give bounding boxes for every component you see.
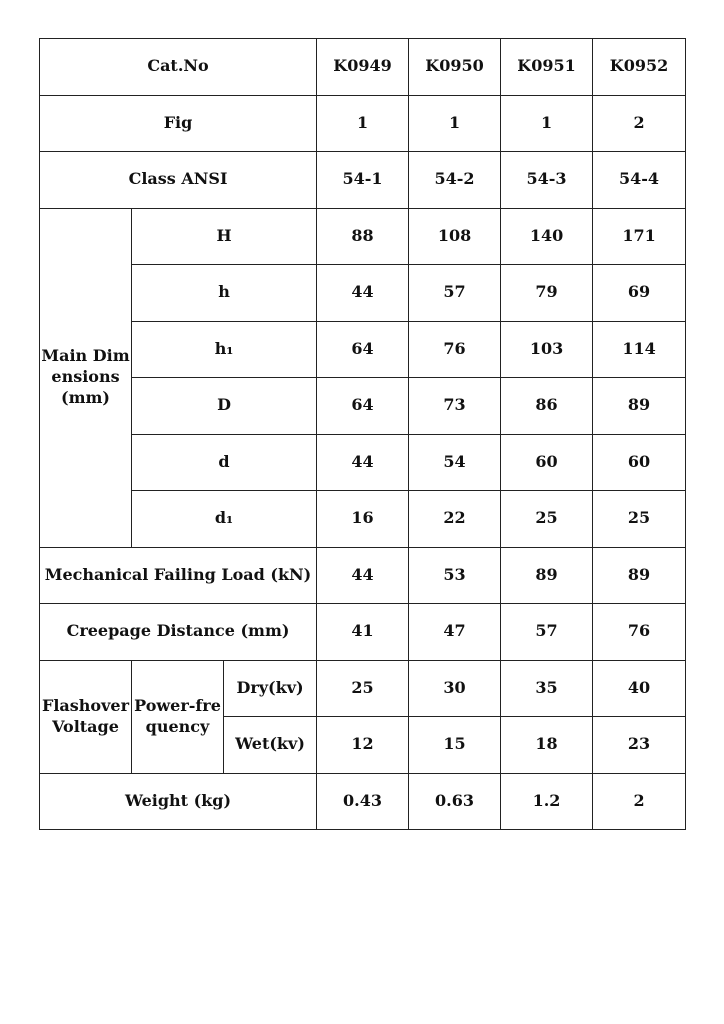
cell-value: 79 <box>501 265 593 322</box>
cell-value: 64 <box>317 378 409 435</box>
cell-value: 54-2 <box>409 152 501 209</box>
cell-value: 60 <box>501 434 593 491</box>
cell-value: 30 <box>409 660 501 717</box>
dimension-label: d <box>132 434 317 491</box>
cell-value: 69 <box>593 265 686 322</box>
header-column-3: K0951 <box>501 39 593 96</box>
cell-value: 0.43 <box>317 773 409 830</box>
table-row-fig <box>40 95 686 152</box>
cell-value: 54 <box>409 434 501 491</box>
cell-value: 54-1 <box>317 152 409 209</box>
dimension-label: d₁ <box>132 491 317 548</box>
cell-value: 114 <box>593 321 686 378</box>
table-row-dimension-d <box>40 434 686 491</box>
cell-value: 44 <box>317 434 409 491</box>
flashover-condition-label: Dry(kv) <box>224 660 317 717</box>
header-column-2: K0950 <box>409 39 501 96</box>
table-row-weight <box>40 773 686 830</box>
cell-value: 89 <box>593 547 686 604</box>
cell-value: 40 <box>593 660 686 717</box>
cell-value: 57 <box>409 265 501 322</box>
header-label: Cat.No <box>40 39 317 96</box>
cell-value: 12 <box>317 717 409 774</box>
row-label: Weight (kg) <box>40 773 317 830</box>
table-row-dimension-D <box>40 378 686 435</box>
cell-value: 0.63 <box>409 773 501 830</box>
header-column-4: K0952 <box>593 39 686 96</box>
row-label: Creepage Distance (mm) <box>40 604 317 661</box>
cell-value: 44 <box>317 265 409 322</box>
flashover-voltage-label: Flashover Voltage <box>40 660 132 773</box>
cell-value: 44 <box>317 547 409 604</box>
cell-value: 1 <box>409 95 501 152</box>
table-row-creepage-distance <box>40 604 686 661</box>
row-label: Fig <box>40 95 317 152</box>
cell-value: 22 <box>409 491 501 548</box>
cell-value: 41 <box>317 604 409 661</box>
cell-value: 108 <box>409 208 501 265</box>
table-row-mechanical-failing-load <box>40 547 686 604</box>
specification-table <box>39 38 686 830</box>
cell-value: 57 <box>501 604 593 661</box>
cell-value: 25 <box>317 660 409 717</box>
table-row-class-ansi <box>40 152 686 209</box>
cell-value: 76 <box>593 604 686 661</box>
cell-value: 54-3 <box>501 152 593 209</box>
cell-value: 35 <box>501 660 593 717</box>
cell-value: 54-4 <box>593 152 686 209</box>
header-column-1: K0949 <box>317 39 409 96</box>
cell-value: 25 <box>501 491 593 548</box>
cell-value: 18 <box>501 717 593 774</box>
cell-value: 88 <box>317 208 409 265</box>
dimension-label: H <box>132 208 317 265</box>
cell-value: 53 <box>409 547 501 604</box>
cell-value: 103 <box>501 321 593 378</box>
cell-value: 89 <box>593 378 686 435</box>
table-row-dimension-h1 <box>40 321 686 378</box>
table-row-dimension-h <box>40 265 686 322</box>
cell-value: 76 <box>409 321 501 378</box>
table-row-flashover-dry <box>40 660 686 717</box>
cell-value: 1.2 <box>501 773 593 830</box>
dimension-label: h <box>132 265 317 322</box>
cell-value: 60 <box>593 434 686 491</box>
cell-value: 1 <box>501 95 593 152</box>
cell-value: 171 <box>593 208 686 265</box>
cell-value: 15 <box>409 717 501 774</box>
cell-value: 2 <box>593 95 686 152</box>
power-frequency-label: Power-frequency <box>132 660 224 773</box>
cell-value: 86 <box>501 378 593 435</box>
cell-value: 16 <box>317 491 409 548</box>
table-row-cat-no <box>40 39 686 96</box>
cell-value: 2 <box>593 773 686 830</box>
cell-value: 73 <box>409 378 501 435</box>
dimension-label: h₁ <box>132 321 317 378</box>
table-row-dimension-H <box>40 208 686 265</box>
cell-value: 89 <box>501 547 593 604</box>
row-label: Mechanical Failing Load (kN) <box>40 547 317 604</box>
row-label: Class ANSI <box>40 152 317 209</box>
cell-value: 47 <box>409 604 501 661</box>
main-dimensions-label: Main Dimensions (mm) <box>40 208 132 547</box>
cell-value: 25 <box>593 491 686 548</box>
table-row-dimension-d1 <box>40 491 686 548</box>
cell-value: 23 <box>593 717 686 774</box>
flashover-condition-label: Wet(kv) <box>224 717 317 774</box>
cell-value: 1 <box>317 95 409 152</box>
cell-value: 140 <box>501 208 593 265</box>
cell-value: 64 <box>317 321 409 378</box>
dimension-label: D <box>132 378 317 435</box>
